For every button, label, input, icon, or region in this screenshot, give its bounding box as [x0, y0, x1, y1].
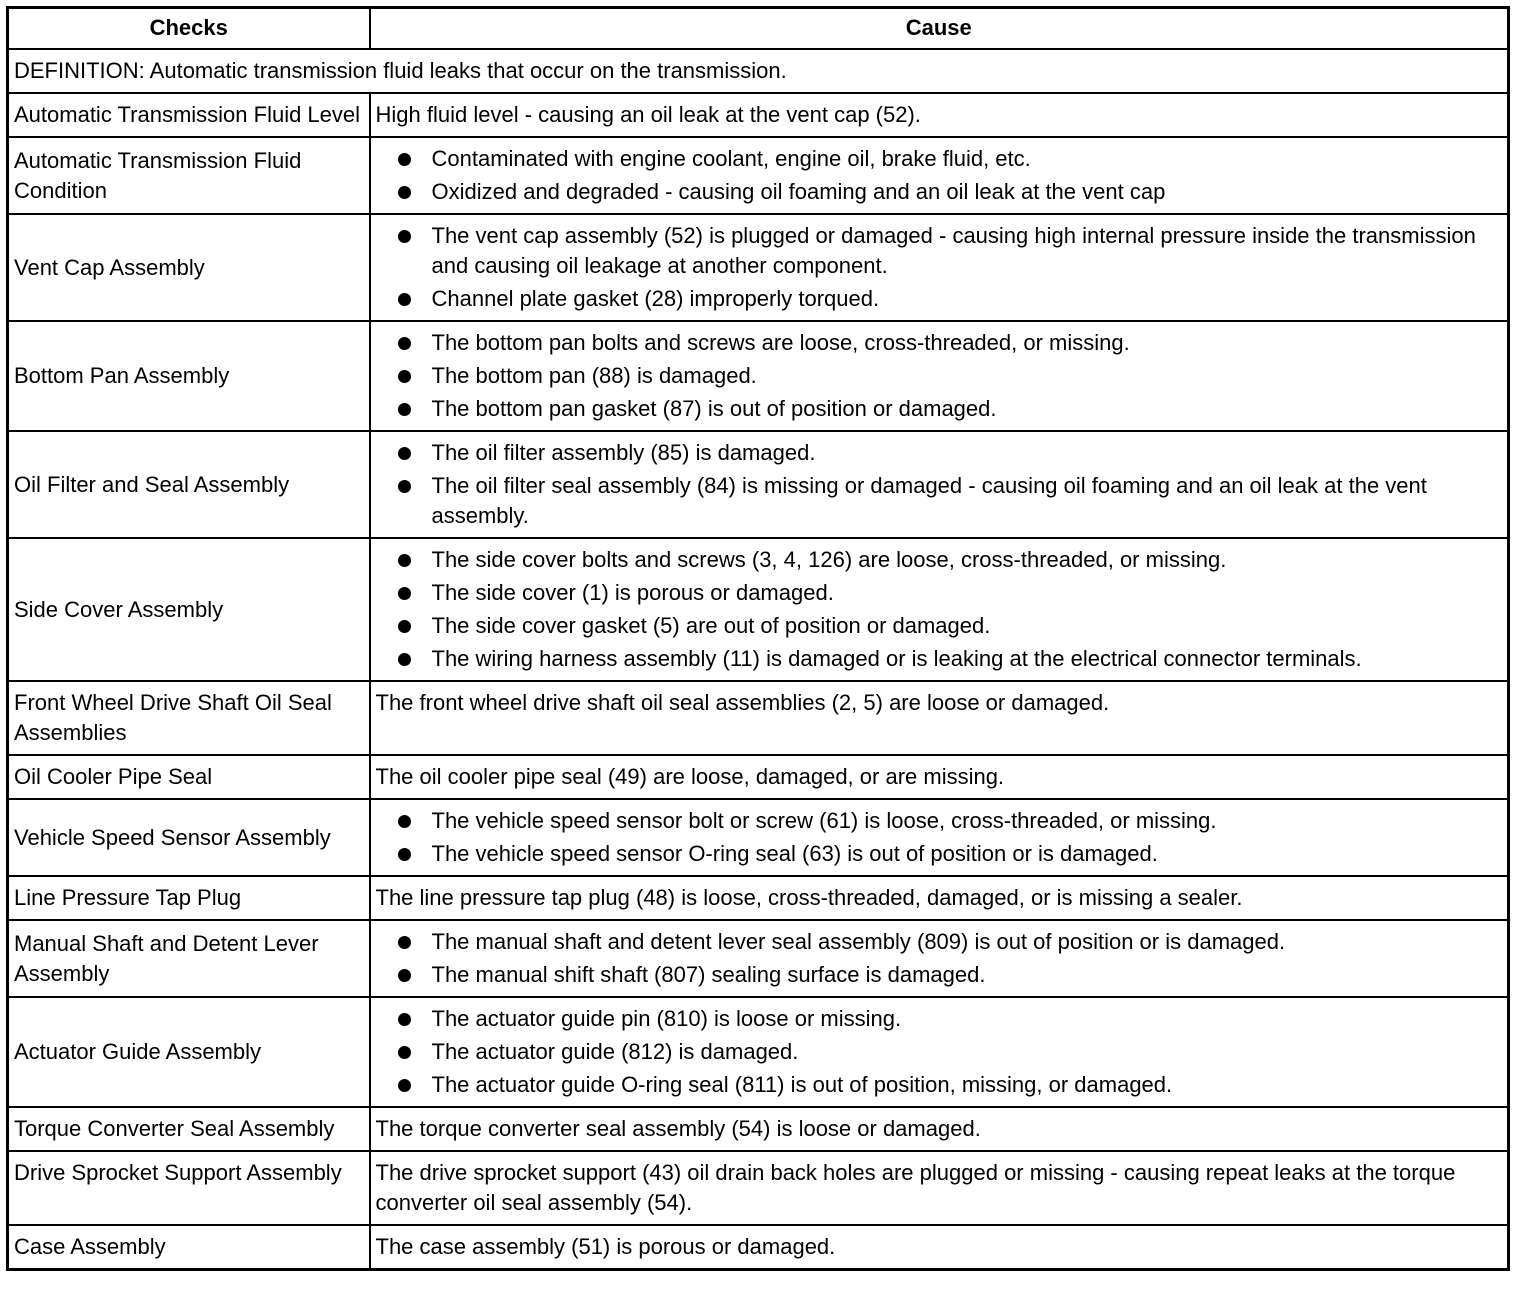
cause-list-item-text: The bottom pan bolts and screws are loose, cross-threaded, or missing.: [431, 330, 1130, 355]
check-cell: Torque Converter Seal Assembly: [8, 1107, 370, 1151]
cause-list-item: [398, 284, 1503, 314]
cause-text: The drive sprocket support (43) oil drain back holes are plugged or missing - causing repeat leaks at the torque converter oil seal assembly (54).: [375, 1160, 1456, 1215]
cause-cell: [370, 681, 1509, 755]
bullet-icon: [398, 1079, 411, 1092]
cause-list-item-text: The vehicle speed sensor bolt or screw (61) is loose, cross-threaded, or missing.: [431, 808, 1217, 833]
table-row: [8, 755, 1509, 799]
cause-list-item: [398, 960, 1503, 990]
check-cell: Actuator Guide Assembly: [8, 997, 370, 1107]
bullet-icon: [398, 293, 411, 306]
cause-list-item-text: The bottom pan (88) is damaged.: [431, 363, 757, 388]
cause-list-item-text: The vehicle speed sensor O-ring seal (63) is out of position or is damaged.: [431, 841, 1158, 866]
bullet-icon: [398, 480, 411, 493]
cause-list-item-text: The actuator guide (812) is damaged.: [431, 1039, 799, 1064]
definition-row: [8, 49, 1509, 93]
cause-list-item-text: The actuator guide pin (810) is loose or missing.: [431, 1006, 902, 1031]
cause-list-item-text: The manual shaft and detent lever seal assembly (809) is out of position or is damaged.: [431, 929, 1286, 954]
cause-list-item: [398, 927, 1503, 957]
header-row: [8, 8, 1509, 50]
table-row: [8, 538, 1509, 681]
check-cell: Manual Shaft and Detent Lever Assembly: [8, 920, 370, 997]
bullet-icon: [398, 403, 411, 416]
check-cell: Front Wheel Drive Shaft Oil Seal Assemblies: [8, 681, 370, 755]
cause-list-item-text: The side cover (1) is porous or damaged.: [431, 580, 834, 605]
cause-list-item: [398, 644, 1503, 674]
cause-list-item: [398, 578, 1503, 608]
table-row: [8, 214, 1509, 321]
cause-list-item: [398, 394, 1503, 424]
check-cell: Bottom Pan Assembly: [8, 321, 370, 431]
cause-cell: [370, 1107, 1509, 1151]
cause-list-item-text: Channel plate gasket (28) improperly torqued.: [431, 286, 880, 311]
cause-list-item-text: The manual shift shaft (807) sealing surface is damaged.: [431, 962, 986, 987]
cause-header: Cause: [370, 8, 1509, 50]
bullet-icon: [398, 447, 411, 460]
check-cell: Oil Filter and Seal Assembly: [8, 431, 370, 538]
cause-list-item: [398, 177, 1503, 207]
cause-list: [376, 328, 1503, 424]
table-row: [8, 876, 1509, 920]
cause-list-item: [398, 438, 1503, 468]
cause-list-item: [398, 144, 1503, 174]
bullet-icon: [398, 848, 411, 861]
cause-list-item: [398, 1004, 1503, 1034]
check-cell: Vent Cap Assembly: [8, 214, 370, 321]
bullet-icon: [398, 1013, 411, 1026]
cause-list: [376, 144, 1503, 207]
table-row: [8, 681, 1509, 755]
check-cell: Vehicle Speed Sensor Assembly: [8, 799, 370, 876]
cause-text: The case assembly (51) is porous or damaged.: [375, 1234, 836, 1259]
cause-text: The line pressure tap plug (48) is loose, cross-threaded, damaged, or is missing a sealer.: [375, 885, 1243, 910]
cause-list-item: [398, 471, 1503, 531]
cause-list-item: [398, 839, 1503, 869]
cause-text: The oil cooler pipe seal (49) are loose, damaged, or are missing.: [375, 764, 1005, 789]
cause-list-item-text: The actuator guide O-ring seal (811) is out of position, missing, or damaged.: [431, 1072, 1173, 1097]
cause-list: [376, 927, 1503, 990]
cause-list: [376, 545, 1503, 674]
cause-cell: [370, 997, 1509, 1107]
cause-cell: [370, 876, 1509, 920]
cause-cell: [370, 538, 1509, 681]
cause-list-item: [398, 361, 1503, 391]
bullet-icon: [398, 337, 411, 350]
table-row: [8, 93, 1509, 137]
check-cell: Side Cover Assembly: [8, 538, 370, 681]
table-row: [8, 137, 1509, 214]
cause-list: [376, 806, 1503, 869]
cause-cell: [370, 799, 1509, 876]
cause-list-item-text: The oil filter seal assembly (84) is missing or damaged - causing oil foaming and an oil leak at the vent assembly.: [431, 473, 1427, 528]
bullet-icon: [398, 186, 411, 199]
cause-cell: [370, 137, 1509, 214]
cause-text: High fluid level - causing an oil leak at the vent cap (52).: [375, 102, 921, 127]
cause-list-item-text: Contaminated with engine coolant, engine oil, brake fluid, etc.: [431, 146, 1031, 171]
cause-cell: [370, 1151, 1509, 1225]
cause-list-item: [398, 806, 1503, 836]
bullet-icon: [398, 1046, 411, 1059]
checks-header: Checks: [8, 8, 370, 50]
cause-list-item-text: The vent cap assembly (52) is plugged or damaged - causing high internal pressure inside the transmission and causing oil leakage at another component.: [431, 223, 1476, 278]
cause-list-item: [398, 328, 1503, 358]
cause-cell: [370, 1225, 1509, 1270]
cause-list-item: [398, 545, 1503, 575]
check-cell: Line Pressure Tap Plug: [8, 876, 370, 920]
bullet-icon: [398, 554, 411, 567]
cause-cell: [370, 214, 1509, 321]
cause-list-item: [398, 221, 1503, 281]
table-row: [8, 1151, 1509, 1225]
bullet-icon: [398, 153, 411, 166]
cause-text: The front wheel drive shaft oil seal assemblies (2, 5) are loose or damaged.: [375, 690, 1110, 715]
table-row: [8, 799, 1509, 876]
check-cell: Case Assembly: [8, 1225, 370, 1270]
bullet-icon: [398, 936, 411, 949]
cause-cell: [370, 93, 1509, 137]
cause-list: [376, 1004, 1503, 1100]
cause-cell: [370, 755, 1509, 799]
cause-list-item-text: The side cover bolts and screws (3, 4, 126) are loose, cross-threaded, or missing.: [431, 547, 1227, 572]
table-row: [8, 997, 1509, 1107]
cause-list: [376, 438, 1503, 531]
cause-cell: [370, 431, 1509, 538]
bullet-icon: [398, 620, 411, 633]
table-row: [8, 1225, 1509, 1270]
table-row: [8, 920, 1509, 997]
table-row: [8, 431, 1509, 538]
diagnostic-table: [6, 6, 1510, 1271]
bullet-icon: [398, 370, 411, 383]
check-cell: Automatic Transmission Fluid Level: [8, 93, 370, 137]
check-cell: Automatic Transmission Fluid Condition: [8, 137, 370, 214]
cause-list-item-text: Oxidized and degraded - causing oil foaming and an oil leak at the vent cap: [431, 179, 1166, 204]
cause-list-item-text: The wiring harness assembly (11) is damaged or is leaking at the electrical connector terminals.: [431, 646, 1362, 671]
cause-list-item-text: The side cover gasket (5) are out of position or damaged.: [431, 613, 991, 638]
cause-list-item: [398, 1037, 1503, 1067]
cause-list: [376, 221, 1503, 314]
cause-cell: [370, 321, 1509, 431]
cause-list-item-text: The bottom pan gasket (87) is out of position or damaged.: [431, 396, 997, 421]
definition-text: DEFINITION: Automatic transmission fluid leaks that occur on the transmission.: [8, 49, 1509, 93]
bullet-icon: [398, 230, 411, 243]
bullet-icon: [398, 653, 411, 666]
diagnostic-table-container: [6, 6, 1507, 1300]
bullet-icon: [398, 587, 411, 600]
cause-cell: [370, 920, 1509, 997]
check-cell: Oil Cooler Pipe Seal: [8, 755, 370, 799]
bullet-icon: [398, 815, 411, 828]
bullet-icon: [398, 969, 411, 982]
check-cell: Drive Sprocket Support Assembly: [8, 1151, 370, 1225]
cause-list-item: [398, 1070, 1503, 1100]
cause-list-item-text: The oil filter assembly (85) is damaged.: [431, 440, 816, 465]
table-row: [8, 1107, 1509, 1151]
table-row: [8, 321, 1509, 431]
cause-list-item: [398, 611, 1503, 641]
cause-text: The torque converter seal assembly (54) is loose or damaged.: [375, 1116, 981, 1141]
